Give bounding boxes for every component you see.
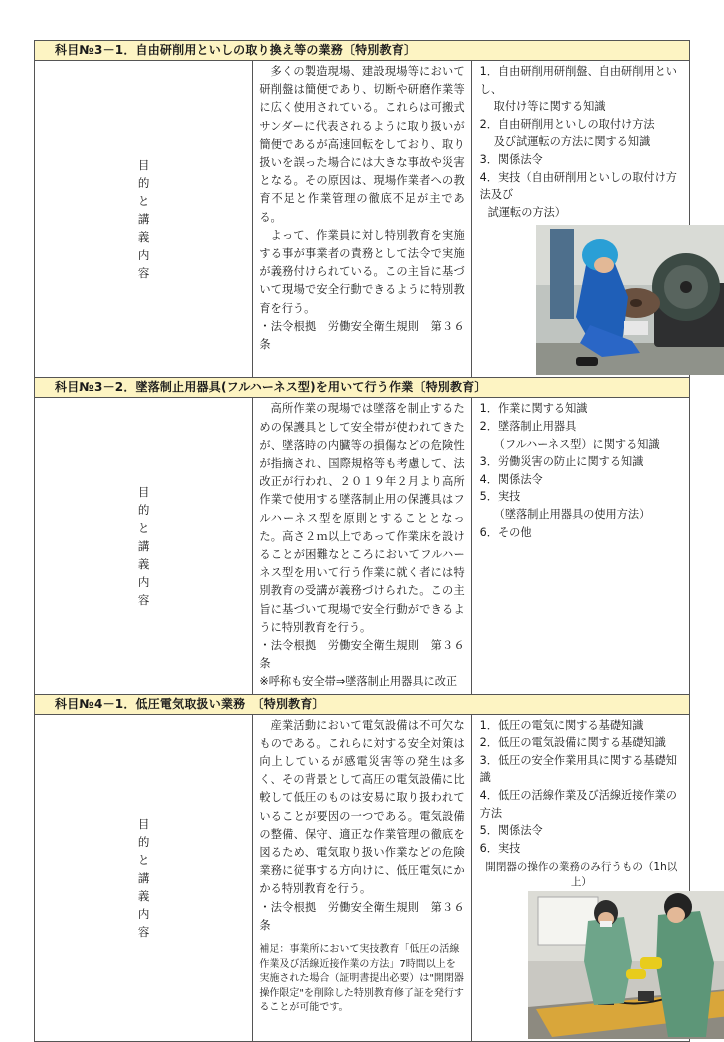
legal-basis: ・法令根拠 労働安全衛生規則 第３６条 bbox=[259, 900, 465, 932]
photo-caption: 開閉器の操作の業務のみ行うもの（1h以上） bbox=[485, 861, 678, 889]
rename-note: ※呼称も安全帯⇒墜落制止用器具に改正 bbox=[259, 675, 458, 689]
side-label-cell bbox=[35, 61, 253, 378]
purpose-paragraph: 多くの製造現場、建設現場等において研削盤は簡便であり、切断や研磨作業等に広く使用されている。これらは可搬式サンダーに代表されるように取り扱いが簡便であるが高速回転をしており、取り扱いを誤った場合には大きな事故や災害となる。その原因は、現場作業者への教育不足と作業管理の徹底不足が主である。 bbox=[259, 65, 465, 224]
curriculum-item: 5．実技 （墜落制止用器具の使用方法） bbox=[479, 490, 651, 521]
purpose-cell bbox=[253, 714, 471, 1042]
supplementary-note: 補足：事業所において実技教育「低圧の活線作業及び活線近接作業の方法」7時間以上を実施された場合（証明書提出必要）は"開閉器操作限定"を削除した特別教育修了証を発行することが可能です。 bbox=[259, 944, 464, 1014]
curriculum-item: 1．低圧の電気に関する基礎知識 bbox=[479, 718, 644, 732]
section-harness bbox=[34, 377, 690, 694]
curriculum-item: 4．関係法令 bbox=[479, 472, 543, 486]
curriculum-item: 2．自由研削用といしの取付け方法 及び試運転の方法に関する知識 bbox=[479, 117, 655, 149]
curriculum-item: 3．関係法令 bbox=[479, 152, 543, 166]
curriculum-item: 6．実技 bbox=[479, 841, 521, 855]
purpose-paragraph: 産業活動において電気設備は不可欠なものである。これらに対する安全対策は向上しているが感電災害等の発生は多く、その背景として高圧の電気設備に比較して低圧のものは安易に取り扱われていることが要因の一つである。電気設備の整備、保守、適正な作業管理の徹底を図るため、電気取り扱い作業などの危険業務に従事する方向けに、低圧電気にかかる特別教育を行う。 bbox=[259, 718, 465, 896]
curriculum-cell bbox=[471, 61, 689, 378]
grinder-training-photo bbox=[536, 225, 724, 375]
section-grinder bbox=[34, 40, 690, 378]
purpose-cell bbox=[253, 61, 471, 378]
side-label: 目的と講義内容 bbox=[137, 816, 150, 939]
legal-basis: ・法令根拠 労働安全衛生規則 第３６条 bbox=[259, 319, 465, 352]
curriculum-item: 2．低圧の電気設備に関する基礎知識 bbox=[479, 736, 666, 750]
purpose-cell bbox=[253, 398, 471, 694]
curriculum-item: 3．労働災害の防止に関する知識 bbox=[479, 455, 644, 469]
side-label: 目的と講義内容 bbox=[137, 484, 150, 607]
curriculum-cell bbox=[471, 714, 689, 1042]
curriculum-item: 5．関係法令 bbox=[479, 824, 543, 838]
curriculum-item: 4．実技（自由研削用といしの取付け方法及び 試運転の方法） bbox=[479, 170, 677, 219]
section-title: 科目№4－1．低圧電気取扱い業務 〔特別教育〕 bbox=[35, 694, 690, 714]
section-title: 科目№3－1．自由研削用といしの取り換え等の業務〔特別教育〕 bbox=[35, 41, 690, 61]
purpose-paragraph: 高所作業の現場では墜落を制止するための保護具として安全帯が使われてきたが、墜落時の内臓等の損傷などの危険性が指摘され、国際規格等も考慮して、法改正が行われ、２０１９年２月より高所作業で使用する墜落制止用の保護具はフルハーネス型を原則とすることとなった。高さ２ｍ以上であって作業床を設けることが困難なところにおいてフルハーネス型を用いて行う作業に就く者には特別教育の受講が義務づけられた。この主旨に基づいて現場で安全行動ができるように特別教育を行う。 bbox=[259, 402, 465, 634]
curriculum-item: 3．低圧の安全作業用具に関する基礎知識 bbox=[479, 753, 677, 785]
side-label-cell bbox=[35, 714, 253, 1042]
section-low-voltage bbox=[34, 694, 690, 1042]
purpose-paragraph: よって、作業員に対し特別教育を実施する事が事業者の責務として法令で実施が義務付けられている。この主旨に基づいて現場で安全行動できるように特別教育を行う。 bbox=[259, 228, 465, 315]
section-title: 科目№3－2．墜落制止用器具(フルハーネス型)を用いて行う作業〔特別教育〕 bbox=[35, 378, 690, 398]
curriculum-item: 1．自由研削用研削盤、自由研削用といし、 取付け等に関する知識 bbox=[479, 65, 677, 114]
curriculum-item: 4．低圧の活線作業及び活線近接作業の方法 bbox=[479, 788, 677, 820]
curriculum-cell bbox=[471, 398, 689, 694]
curriculum-item: 2．墜落制止用器具 （フルハーネス型）に関する知識 bbox=[479, 419, 660, 451]
side-label: 目的と講義内容 bbox=[137, 158, 150, 281]
electrical-training-photo bbox=[528, 891, 724, 1039]
side-label-cell bbox=[35, 398, 253, 694]
curriculum-item: 6．その他 bbox=[479, 525, 532, 539]
page bbox=[34, 40, 690, 1042]
legal-basis: ・法令根拠 労働安全衛生規則 第３６条 bbox=[259, 638, 465, 671]
curriculum-item: 1．作業に関する知識 bbox=[479, 402, 588, 416]
